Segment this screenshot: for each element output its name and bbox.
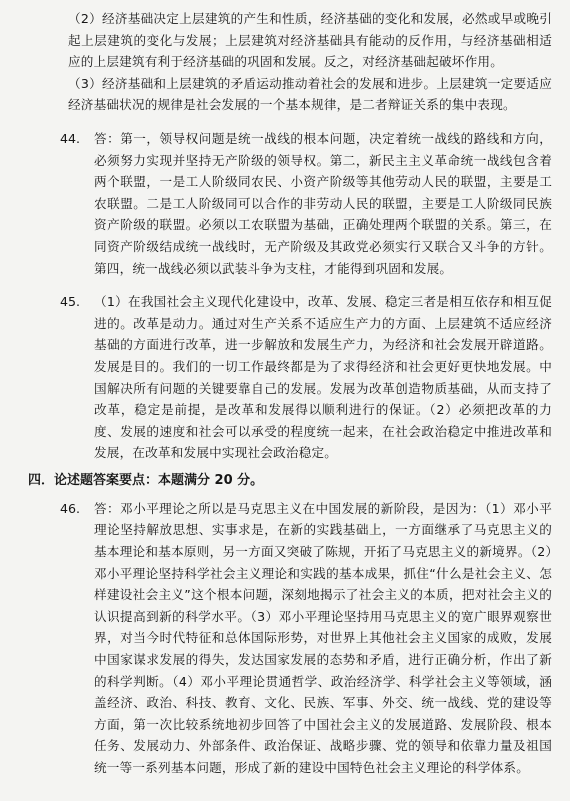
question-number-46: 46.: [60, 500, 81, 516]
answer-44: [28, 128, 552, 279]
answer-46-text: 答：邓小平理论之所以是马克思主义在中国发展的新阶段，是因为：（1）邓小平理论坚持解放思想、实事求是，在新的实践基础上，一方面继承了马克思主义的基本理论和基本原则，另一方面又突破了陈规，开拓了马克思主义的新境界。（2）邓小平理论坚持科学社会主义理论和实践的基本成果，抓住“什么是社会主义、怎样建设社会主义”这个根本问题，深刻地揭示了社会主义的本质，把对社会主义的认识提高到新的科学水平。（3）邓小平理论坚持用马克思主义的宽广眼界观察世界，对当今时代特征和总体国际形势，对世界上其他社会主义国家的成败，发展中国家谋求发展的得失，发达国家发展的态势和矛盾，进行正确分析，作出了新的科学判断。（4）邓小平理论贯通哲学、政治经济学、科学社会主义等领域，涵盖经济、政治、科技、教育、文化、民族、军事、外交、统一战线、党的建设等方面，第一次比较系统地初步回答了中国社会主义的发展道路、发展阶段、根本任务、发展动力、外部条件、政治保证、战略步骤、党的领导和依靠力量及祖国统一等一系列基本问题，形成了新的建设中国特色社会主义理论的科学体系。: [94, 500, 552, 775]
answer-44-text: 答：第一，领导权问题是统一战线的根本问题，决定着统一战线的路线和方向，必须努力实现并坚持无产阶级的领导权。第二，新民主主义革命统一战线包含着两个联盟，一是工人阶级同农民、小资产阶级等其他劳动人民的联盟，主要是工农联盟。二是工人阶级同可以合作的非劳动人民的联盟，主要是工人阶级同民族资产阶级的联盟。必须以工农联盟为基础，正确处理两个联盟的关系。第三，在同资产阶级结成统一战线时，无产阶级及其政党必须实行又联合又斗争的方针。第四，统一战线必须以武装斗争为支柱，才能得到巩固和发展。: [94, 130, 552, 276]
section-4-title: 四．论述题答案要点：本题满分 20 分。: [28, 472, 264, 488]
question-number-44: 44.: [60, 130, 81, 146]
question-number-45: 45.: [60, 294, 81, 310]
paragraph-base-superstructure-2: （2）经济基础决定上层建筑的产生和性质，经济基础的变化和发展，必然或早或晚引起上层建筑的变化与发展；上层建筑对经济基础具有能动的反作用，与经济基础相适应的上层建筑有利于经济基础的巩固和发展。反之，对经济基础起破坏作用。: [68, 11, 552, 70]
answer-45-text: （1）在我国社会主义现代化建设中，改革、发展、稳定三者是相互依存和相互促进的。改革是动力。通过对生产关系不适应生产力的方面、上层建筑不适应经济基础的方面进行改革，进一步解放和发展生产力，为经济和社会发展开辟道路。发展是目的。我们的一切工作最终都是为了求得经济和社会更好更快地发展。中国解决所有问题的关键要靠自己的发展。发展为改革创造物质基础，从而支持了改革，稳定是前提，是改革和发展得以顺利进行的保证。（2）必须把改革的力度、发展的速度和社会可以承受的程度统一起来，在社会政治稳定中推进改革和发展，在改革和发展中实现社会政治稳定。: [94, 294, 552, 461]
paragraph-base-superstructure-3: （3）经济基础和上层建筑的矛盾运动推动着社会的发展和进步。上层建筑一定要适应经济基础状况的规律是社会发展的一个基本规律，是二者辩证关系的集中表现。: [68, 75, 552, 113]
answer-46: [28, 498, 552, 779]
answer-45: [28, 291, 552, 464]
